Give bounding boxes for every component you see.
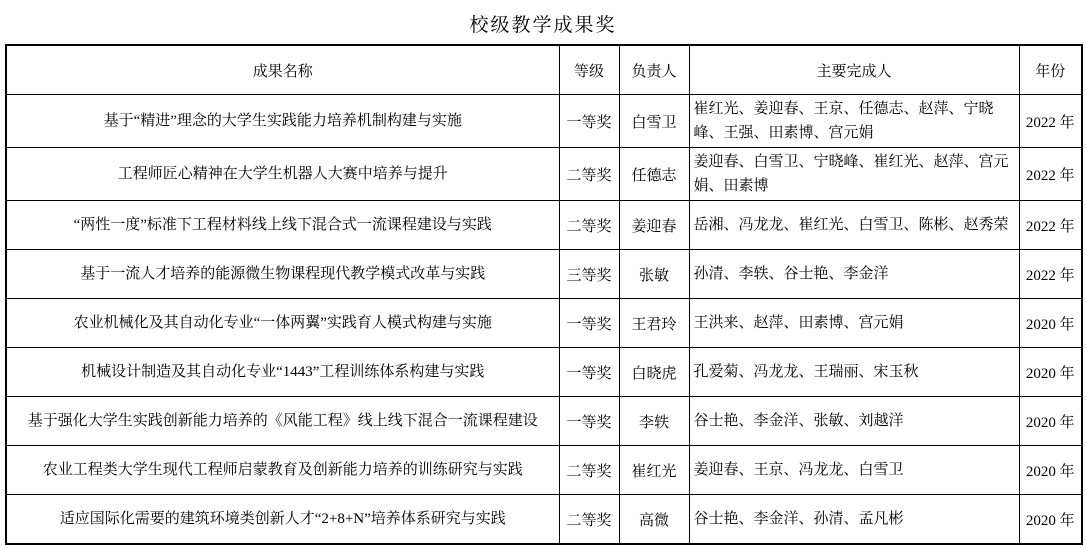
cell-contributors: 谷士艳、李金洋、张敏、刘越洋 (689, 397, 1019, 446)
cell-leader: 崔红光 (619, 446, 689, 495)
cell-year: 2020 年 (1019, 348, 1082, 397)
cell-name: 基于强化大学生实践创新能力培养的《风能工程》线上线下混合一流课程建设 (6, 397, 559, 446)
cell-level: 二等奖 (559, 201, 619, 250)
cell-name: 农业工程类大学生现代工程师启蒙教育及创新能力培养的训练研究与实践 (6, 446, 559, 495)
awards-table (5, 44, 1083, 545)
cell-year: 2022 年 (1019, 250, 1082, 299)
cell-leader: 高微 (619, 495, 689, 545)
cell-contributors: 崔红光、姜迎春、王京、任德志、赵萍、宁晓峰、王强、田素博、宫元娟 (689, 95, 1019, 148)
cell-contributors: 孔爱菊、冯龙龙、王瑞丽、宋玉秋 (689, 348, 1019, 397)
cell-level: 二等奖 (559, 148, 619, 201)
cell-year: 2022 年 (1019, 95, 1082, 148)
cell-leader: 李轶 (619, 397, 689, 446)
cell-contributors: 姜迎春、白雪卫、宁晓峰、崔红光、赵萍、宫元娟、田素博 (689, 148, 1019, 201)
cell-contributors: 岳湘、冯龙龙、崔红光、白雪卫、陈彬、赵秀荣 (689, 201, 1019, 250)
cell-leader: 姜迎春 (619, 201, 689, 250)
cell-level: 一等奖 (559, 397, 619, 446)
cell-name: 工程师匠心精神在大学生机器人大赛中培养与提升 (6, 148, 559, 201)
cell-name: 农业机械化及其自动化专业“一体两翼”实践育人模式构建与实施 (6, 299, 559, 348)
table-row (6, 446, 1082, 495)
cell-year: 2020 年 (1019, 495, 1082, 545)
cell-level: 一等奖 (559, 299, 619, 348)
cell-level: 一等奖 (559, 348, 619, 397)
table-row (6, 397, 1082, 446)
cell-year: 2020 年 (1019, 446, 1082, 495)
cell-leader: 白雪卫 (619, 95, 689, 148)
table-row (6, 299, 1082, 348)
cell-year: 2022 年 (1019, 148, 1082, 201)
cell-level: 二等奖 (559, 446, 619, 495)
cell-name: 机械设计制造及其自动化专业“1443”工程训练体系构建与实践 (6, 348, 559, 397)
cell-name: 基于一流人才培养的能源微生物课程现代教学模式改革与实践 (6, 250, 559, 299)
cell-level: 一等奖 (559, 95, 619, 148)
table-row (6, 201, 1082, 250)
cell-contributors: 孙清、李轶、谷士艳、李金洋 (689, 250, 1019, 299)
column-header-level: 等级 (559, 45, 619, 95)
table-row (6, 348, 1082, 397)
column-header-contributors: 主要完成人 (689, 45, 1019, 95)
cell-name: “两性一度”标准下工程材料线上线下混合式一流课程建设与实践 (6, 201, 559, 250)
cell-year: 2020 年 (1019, 397, 1082, 446)
cell-level: 二等奖 (559, 495, 619, 545)
cell-leader: 张敏 (619, 250, 689, 299)
cell-contributors: 姜迎春、王京、冯龙龙、白雪卫 (689, 446, 1019, 495)
column-header-year: 年份 (1019, 45, 1082, 95)
cell-leader: 白晓虎 (619, 348, 689, 397)
cell-name: 基于“精进”理念的大学生实践能力培养机制构建与实施 (6, 95, 559, 148)
column-header-leader: 负责人 (619, 45, 689, 95)
cell-leader: 王君玲 (619, 299, 689, 348)
cell-year: 2022 年 (1019, 201, 1082, 250)
table-row (6, 250, 1082, 299)
table-row (6, 148, 1082, 201)
page-title: 校级教学成果奖 (469, 15, 617, 36)
cell-contributors: 谷士艳、李金洋、孙清、孟凡彬 (689, 495, 1019, 545)
table-row (6, 495, 1082, 545)
cell-leader: 任德志 (619, 148, 689, 201)
cell-year: 2020 年 (1019, 299, 1082, 348)
cell-contributors: 王洪来、赵萍、田素博、宫元娟 (689, 299, 1019, 348)
cell-name: 适应国际化需要的建筑环境类创新人才“2+8+N”培养体系研究与实践 (6, 495, 559, 545)
column-header-name: 成果名称 (6, 45, 559, 95)
table-row (6, 95, 1082, 148)
cell-level: 三等奖 (559, 250, 619, 299)
table-header-row (6, 45, 1082, 95)
